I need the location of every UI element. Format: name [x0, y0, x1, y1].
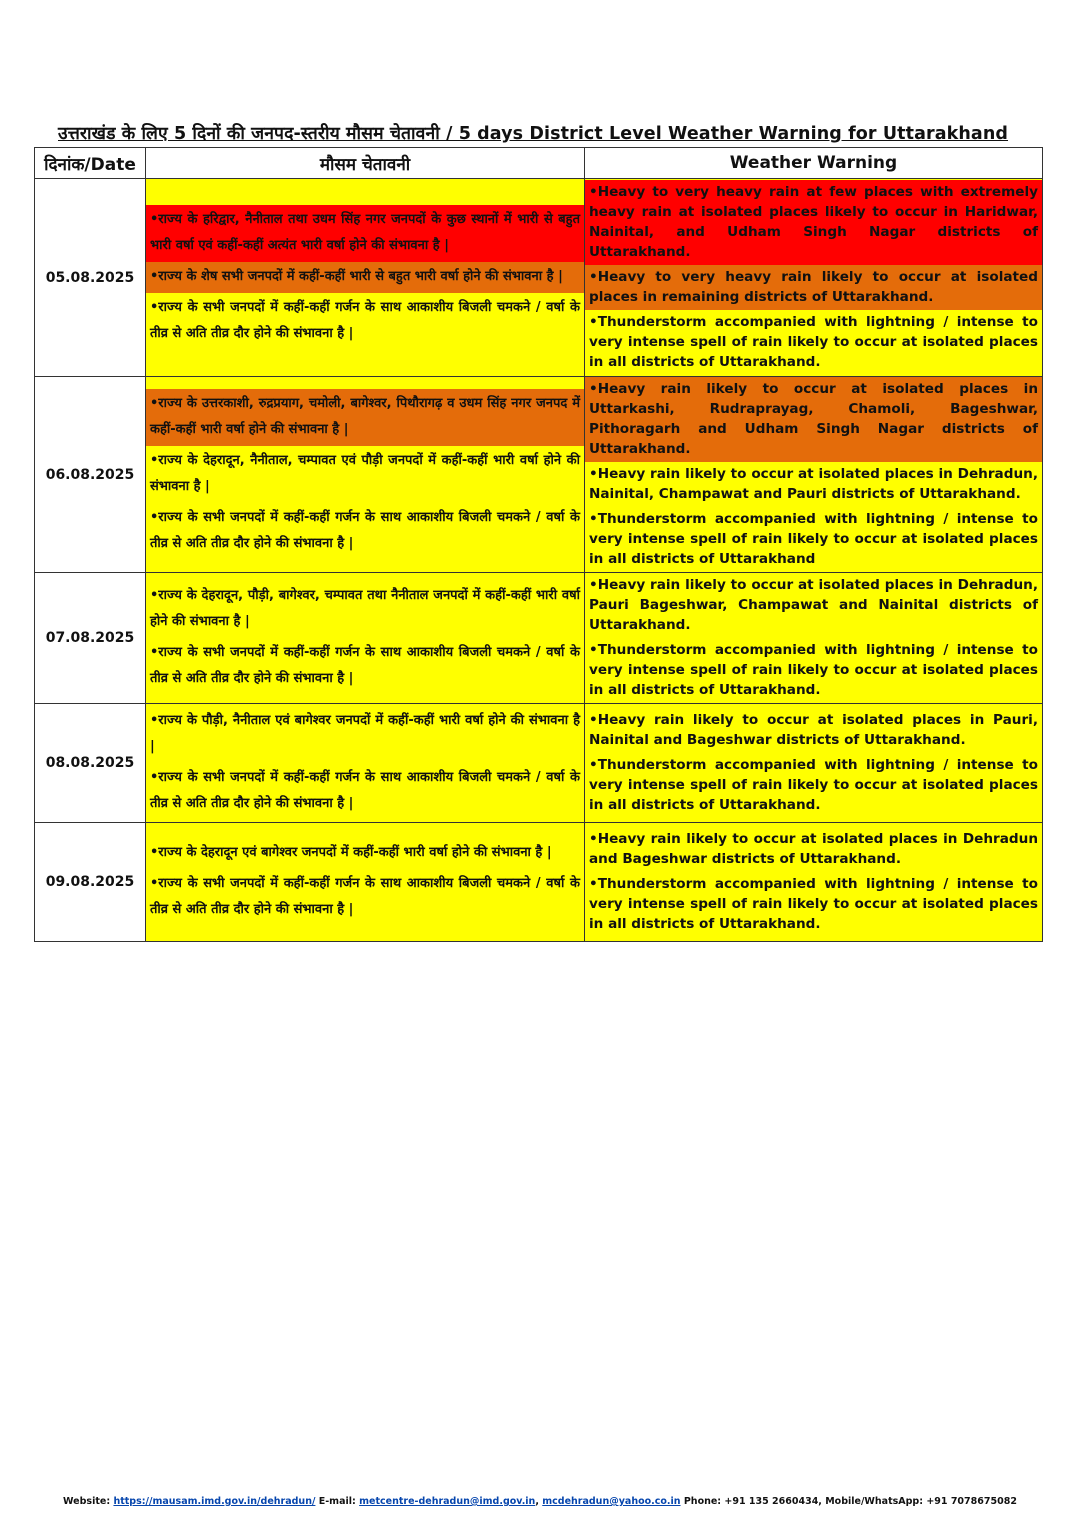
hindi-warning-cell: [146, 377, 585, 573]
footer-phone: Phone: +91 135 2660434, Mobile/WhatsApp: +91 7078675082: [683, 1496, 1017, 1507]
hindi-warning-yellow: •राज्य के देहरादून, नैनीताल, चम्पावत एवं पौड़ी जनपदों में कहीं-कहीं भारी वर्षा होने की संभावना है |: [146, 446, 584, 503]
english-warning-orange: •Heavy rain likely to occur at isolated places in Uttarkashi, Rudraprayag, Chamoli, Bageshwar, Pithoragarh and Udham Singh Nagar districts of Uttarakhand.: [585, 377, 1042, 462]
hindi-warning-yellow: •राज्य के सभी जनपदों में कहीं-कहीं गर्जन के साथ आकाशीय बिजली चमकने / वर्षा के तीव्र से अति तीव्र दौर होने की संभावना है |: [146, 293, 584, 350]
footer-email-link-1[interactable]: metcentre-dehradun@imd.gov.in: [359, 1496, 536, 1507]
table-row: [35, 179, 1043, 377]
table-row: [35, 573, 1043, 704]
english-warning-yellow: •Thunderstorm accompanied with lightning / intense to very intense spell of rain likely to occur at isolated places in all districts of Uttarakhand.: [585, 638, 1042, 703]
english-warning-yellow: •Thunderstorm accompanied with lightning / intense to very intense spell of rain likely to occur at isolated places in all districts of Uttarakhand.: [585, 872, 1042, 937]
english-warning-red: •Heavy to very heavy rain at few places with extremely heavy rain at isolated places likely to occur in Haridwar, Nainital, and Udham Singh Nagar districts of Uttarakhand.: [585, 180, 1042, 265]
hindi-warning-orange: •राज्य के शेष सभी जनपदों में कहीं-कहीं भारी से बहुत भारी वर्षा होने की संभावना है |: [146, 262, 584, 293]
hindi-warning-red: •राज्य के हरिद्वार, नैनीताल तथा उधम सिंह नगर जनपदों के कुछ स्थानों में भारी से बहुत भारी वर्षा एवं कहीं-कहीं अत्यंत भारी वर्षा होने की संभावना है |: [146, 205, 584, 262]
warning-table: [34, 147, 1043, 942]
footer: [0, 1496, 1080, 1507]
hindi-warning-yellow: •राज्य के सभी जनपदों में कहीं-कहीं गर्जन के साथ आकाशीय बिजली चमकने / वर्षा के तीव्र से अति तीव्र दौर होने की संभावना है |: [146, 638, 584, 695]
header-english-warning: Weather Warning: [585, 148, 1043, 179]
english-warning-cell: [585, 704, 1043, 823]
english-warning-orange: •Heavy to very heavy rain likely to occur at isolated places in remaining districts of Uttarakhand.: [585, 265, 1042, 310]
footer-website-label: Website:: [63, 1496, 111, 1507]
hindi-warning-yellow: •राज्य के सभी जनपदों में कहीं-कहीं गर्जन के साथ आकाशीय बिजली चमकने / वर्षा के तीव्र से अति तीव्र दौर होने की संभावना है |: [146, 503, 584, 560]
english-warning-cell: [585, 179, 1043, 377]
footer-separator: ,: [535, 1496, 539, 1507]
table-body: [35, 179, 1043, 942]
hindi-warning-cell: [146, 573, 585, 704]
english-warning-cell: [585, 573, 1043, 704]
english-warning-yellow: •Thunderstorm accompanied with lightning / intense to very intense spell of rain likely to occur at isolated places in all districts of Uttarakhand.: [585, 310, 1042, 375]
table-row: [35, 823, 1043, 942]
page-title: उत्तराखंड के लिए 5 दिनों की जनपद-स्तरीय मौसम चेतावनी / 5 days District Level Weather Warning for Uttarakhand: [58, 124, 1009, 144]
row-date: 07.08.2025: [35, 573, 146, 704]
hindi-warning-yellow: •राज्य के देहरादून एवं बागेश्वर जनपदों में कहीं-कहीं भारी वर्षा होने की संभावना है |: [146, 838, 584, 869]
header-hindi-warning: मौसम चेतावनी: [146, 148, 585, 179]
row-date: 08.08.2025: [35, 704, 146, 823]
english-warning-yellow: •Thunderstorm accompanied with lightning / intense to very intense spell of rain likely to occur at isolated places in all districts of Uttarakhand.: [585, 753, 1042, 818]
hindi-warning-cell: [146, 704, 585, 823]
row-date: 06.08.2025: [35, 377, 146, 573]
row-date: 09.08.2025: [35, 823, 146, 942]
footer-email-label: E-mail:: [318, 1496, 356, 1507]
hindi-warning-yellow: •राज्य के देहरादून, पौड़ी, बागेश्वर, चम्पावत तथा नैनीताल जनपदों में कहीं-कहीं भारी वर्षा होने की संभावना है |: [146, 581, 584, 638]
english-warning-cell: [585, 377, 1043, 573]
header-date: दिनांक/Date: [35, 148, 146, 179]
hindi-warning-cell: [146, 823, 585, 942]
hindi-warning-orange: •राज्य के उत्तरकाशी, रुद्रप्रयाग, चमोली, बागेश्वर, पिथौरागढ़ व उधम सिंह नगर जनपद में कहीं-कहीं भारी वर्षा होने की संभावना है |: [146, 389, 584, 446]
hindi-warning-yellow: •राज्य के सभी जनपदों में कहीं-कहीं गर्जन के साथ आकाशीय बिजली चमकने / वर्षा के तीव्र से अति तीव्र दौर होने की संभावना है |: [146, 869, 584, 926]
english-warning-yellow: •Heavy rain likely to occur at isolated places in Dehradun, Nainital, Champawat and Pauri districts of Uttarakhand.: [585, 462, 1042, 507]
hindi-warning-yellow: •राज्य के सभी जनपदों में कहीं-कहीं गर्जन के साथ आकाशीय बिजली चमकने / वर्षा के तीव्र से अति तीव्र दौर होने की संभावना है |: [146, 763, 584, 820]
table-header-row: [35, 148, 1043, 179]
footer-email-link-2[interactable]: mcdehradun@yahoo.co.in: [542, 1496, 681, 1507]
footer-website-link[interactable]: https://mausam.imd.gov.in/dehradun/: [113, 1496, 316, 1507]
table-row: [35, 704, 1043, 823]
english-warning-yellow: •Heavy rain likely to occur at isolated places in Dehradun and Bageshwar districts of Uttarakhand.: [585, 827, 1042, 872]
hindi-warning-yellow: •राज्य के पौड़ी, नैनीताल एवं बागेश्वर जनपदों में कहीं-कहीं भारी वर्षा होने की संभावना है |: [146, 706, 584, 763]
english-warning-yellow: •Thunderstorm accompanied with lightning / intense to very intense spell of rain likely to occur at isolated places in all districts of Uttarakhand: [585, 507, 1042, 572]
row-date: 05.08.2025: [35, 179, 146, 377]
hindi-warning-cell: [146, 179, 585, 377]
english-warning-yellow: •Heavy rain likely to occur at isolated places in Pauri, Nainital and Bageshwar districts of Uttarakhand.: [585, 708, 1042, 753]
english-warning-yellow: •Heavy rain likely to occur at isolated places in Dehradun, Pauri Bageshwar, Champawat and Nainital districts of Uttarakhand.: [585, 573, 1042, 638]
table-row: [35, 377, 1043, 573]
english-warning-cell: [585, 823, 1043, 942]
